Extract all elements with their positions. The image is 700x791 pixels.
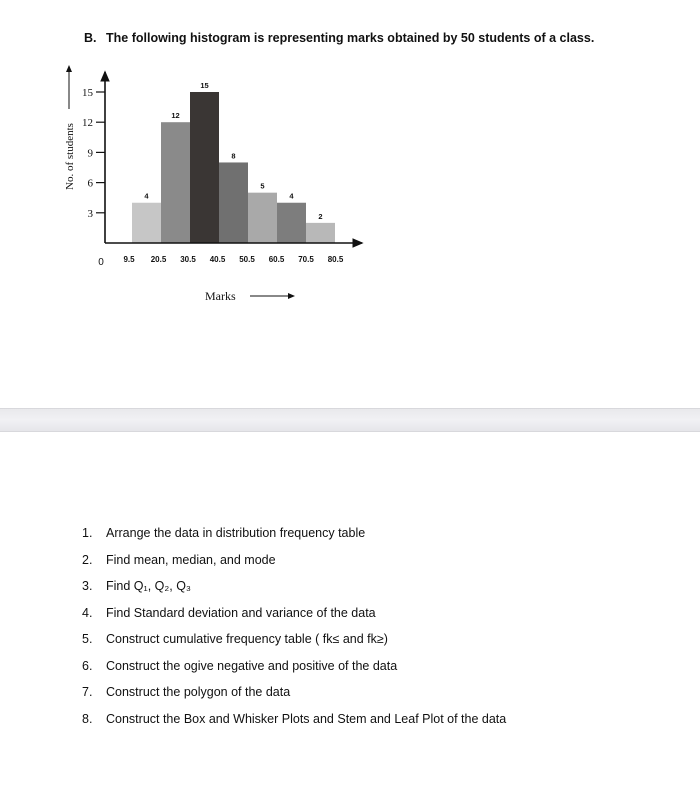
- x-axis-tick-labels: [123, 255, 343, 264]
- x-tick-label: 50.5: [239, 255, 255, 264]
- histogram-bar: [132, 203, 161, 243]
- y-axis-ticks: [82, 87, 105, 220]
- x-tick-label: 20.5: [150, 255, 167, 264]
- problem-label: B.: [84, 31, 97, 45]
- histogram-bar: [248, 193, 277, 243]
- question-item: [82, 629, 506, 656]
- question-item: [82, 603, 506, 630]
- histogram-chart: [0, 0, 700, 320]
- histogram-bars: [132, 92, 335, 243]
- question-text: Find Standard deviation and variance of the data: [106, 605, 376, 620]
- question-number: 7.: [82, 685, 93, 699]
- histogram-bar: [306, 223, 335, 243]
- x-tick-label: 70.5: [298, 255, 314, 264]
- x-axis-label: Marks: [205, 289, 236, 303]
- problem-text: The following histogram is representing marks obtained by 50 students of a class.: [106, 31, 595, 45]
- question-item: [82, 523, 506, 550]
- x-axis-title: [205, 289, 294, 303]
- question-text: Find mean, median, and mode: [106, 552, 276, 567]
- histogram-bar: [277, 203, 306, 243]
- question-item: [82, 550, 506, 577]
- question-item: [82, 709, 506, 736]
- question-number: 1.: [82, 526, 93, 540]
- histogram-bar: [161, 122, 190, 243]
- bar-value-label: 4: [289, 191, 294, 201]
- x-tick-label: 40.5: [209, 255, 226, 264]
- question-text: Construct the Box and Whisker Plots and Stem and Leaf Plot of the data: [106, 711, 507, 726]
- x-tick-label: 9.5: [123, 255, 135, 264]
- x-tick-label: 30.5: [180, 255, 196, 264]
- y-tick-label: 12: [82, 117, 93, 130]
- question-list: [82, 523, 506, 735]
- bar-value-label: 2: [318, 211, 323, 221]
- origin-label: 0: [98, 257, 104, 268]
- x-tick-label: 80.5: [327, 255, 344, 264]
- bar-value-label: 15: [200, 81, 209, 90]
- question-text: Arrange the data in distribution frequency table: [106, 526, 366, 540]
- y-tick-label: 3: [87, 207, 93, 220]
- y-tick-label: 6: [87, 177, 93, 190]
- question-number: 3.: [82, 579, 93, 593]
- question-text: Construct the polygon of the data: [106, 685, 291, 699]
- question-text: Construct cumulative frequency table ( fk≤ and fk≥): [106, 632, 388, 646]
- histogram-bar: [190, 92, 219, 243]
- y-axis-label: No. of students: [64, 123, 76, 190]
- bar-value-label: 4: [144, 191, 149, 201]
- question-text: Find Q₁, Q₂, Q₃: [106, 579, 192, 593]
- x-tick-label: 60.5: [268, 255, 285, 264]
- question-item: [82, 682, 506, 709]
- question-number: 5.: [82, 632, 93, 646]
- y-tick-label: 15: [82, 87, 93, 99]
- question-number: 6.: [82, 658, 93, 673]
- question-text: Construct the ogive negative and positive of the data: [106, 658, 398, 673]
- question-number: 2.: [82, 552, 93, 567]
- bar-value-label: 8: [231, 151, 236, 161]
- bar-value-label: 12: [171, 111, 180, 121]
- question-number: 4.: [82, 605, 93, 620]
- question-item: [82, 656, 506, 683]
- bar-value-label: 5: [260, 181, 265, 191]
- page-separator: [0, 408, 700, 432]
- y-tick-label: 9: [87, 147, 93, 160]
- y-axis-title: [64, 66, 76, 190]
- question-number: 8.: [82, 711, 93, 726]
- question-item: [82, 576, 506, 603]
- histogram-bar: [219, 162, 248, 243]
